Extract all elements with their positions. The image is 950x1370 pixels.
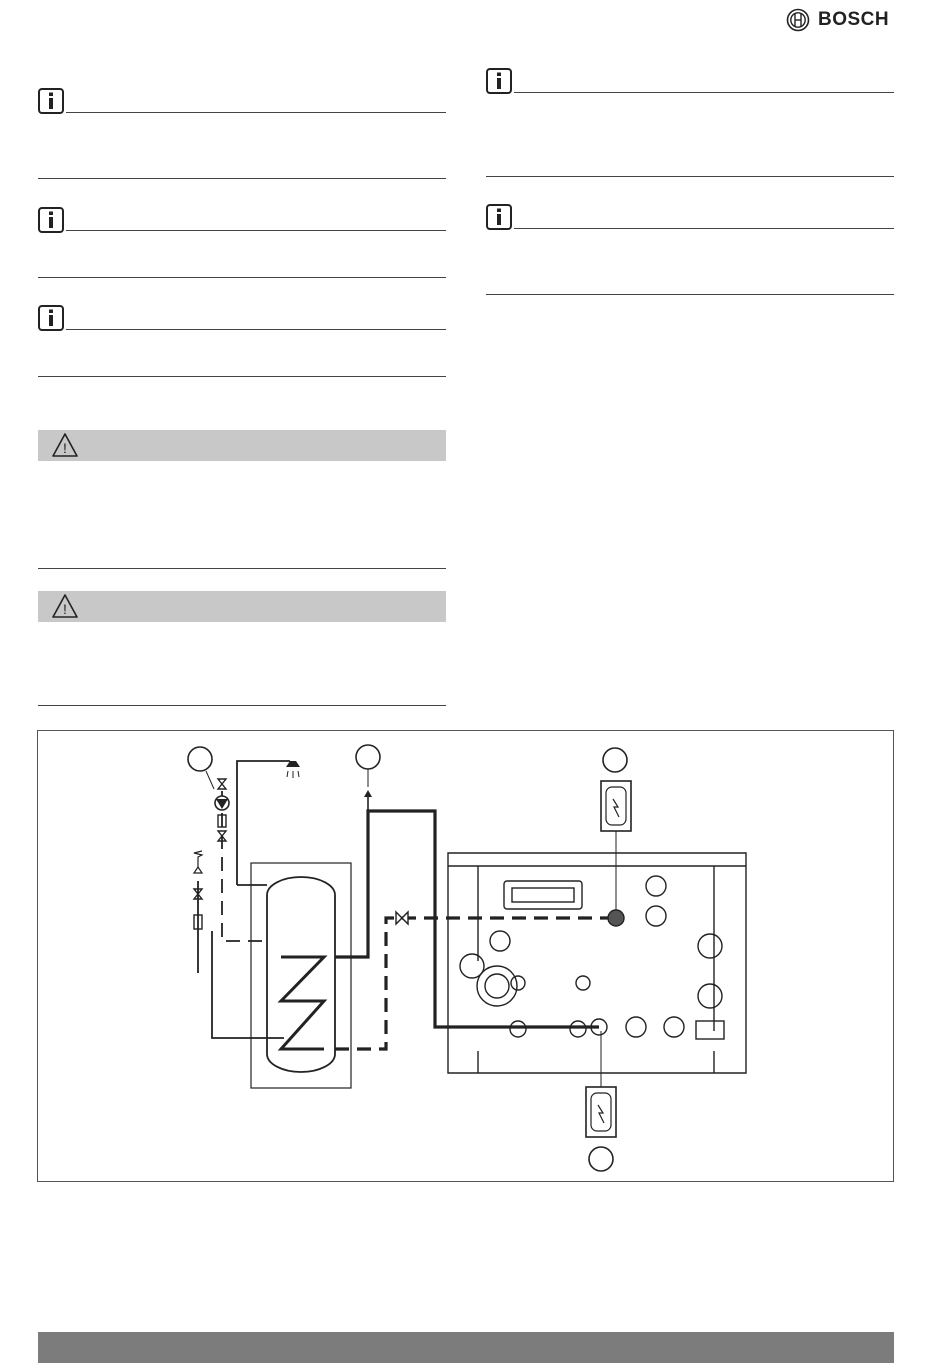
- warning-triangle-icon: [52, 593, 78, 619]
- shower-head-icon: [286, 761, 300, 767]
- warning-end-rule: [38, 568, 446, 569]
- info-icon: [38, 207, 64, 233]
- brand-name: BOSCH: [818, 9, 890, 30]
- bosch-logo: [786, 8, 889, 32]
- footer-bar: [38, 1332, 894, 1363]
- heat-exchanger-coil: [281, 957, 324, 1049]
- circulation-pipe: [222, 791, 267, 941]
- warning-end-rule: [38, 705, 446, 706]
- warning-bar: [38, 430, 446, 461]
- diagram-canvas: [38, 731, 895, 1183]
- warning-symbol: !: [63, 601, 67, 617]
- safety-valve-icon: [194, 867, 202, 873]
- valve-icon: [218, 779, 226, 789]
- boiler-outline: [448, 853, 746, 1073]
- warning-triangle-icon: [52, 432, 78, 458]
- info-icon: [38, 305, 64, 331]
- callout-3: [603, 748, 627, 772]
- info-note-end-rule: [38, 178, 446, 179]
- valve-icon: [396, 912, 408, 924]
- info-note-rule: [66, 329, 446, 330]
- bosch-armature-icon: [786, 8, 810, 32]
- warning-bar: [38, 591, 446, 622]
- info-note-rule: [514, 92, 894, 93]
- dhw-cylinder-connection-diagram: [37, 730, 894, 1182]
- info-icon: [38, 88, 64, 114]
- info-note-end-rule: [486, 294, 894, 295]
- primary-return-pipe: [335, 918, 613, 1049]
- hot-water-pipe: [237, 761, 290, 885]
- air-vent-icon: [364, 790, 372, 797]
- info-icon: [486, 68, 512, 94]
- info-note-end-rule: [486, 176, 894, 177]
- info-note-end-rule: [38, 376, 446, 377]
- callout-2: [356, 745, 380, 769]
- warning-symbol: !: [63, 440, 67, 456]
- info-note-rule: [66, 230, 446, 231]
- cold-feed-pipe: [212, 1033, 284, 1038]
- shower-spray: [287, 771, 299, 778]
- callout-1: [188, 747, 212, 771]
- info-note-rule: [514, 228, 894, 229]
- cylinder-enclosure: [251, 863, 351, 1088]
- info-icon: [486, 204, 512, 230]
- info-note-rule: [66, 112, 446, 113]
- boiler-connection-dhw: [608, 910, 624, 926]
- cylinder-tank: [267, 877, 335, 1072]
- info-note-end-rule: [38, 277, 446, 278]
- callout-4: [589, 1147, 613, 1171]
